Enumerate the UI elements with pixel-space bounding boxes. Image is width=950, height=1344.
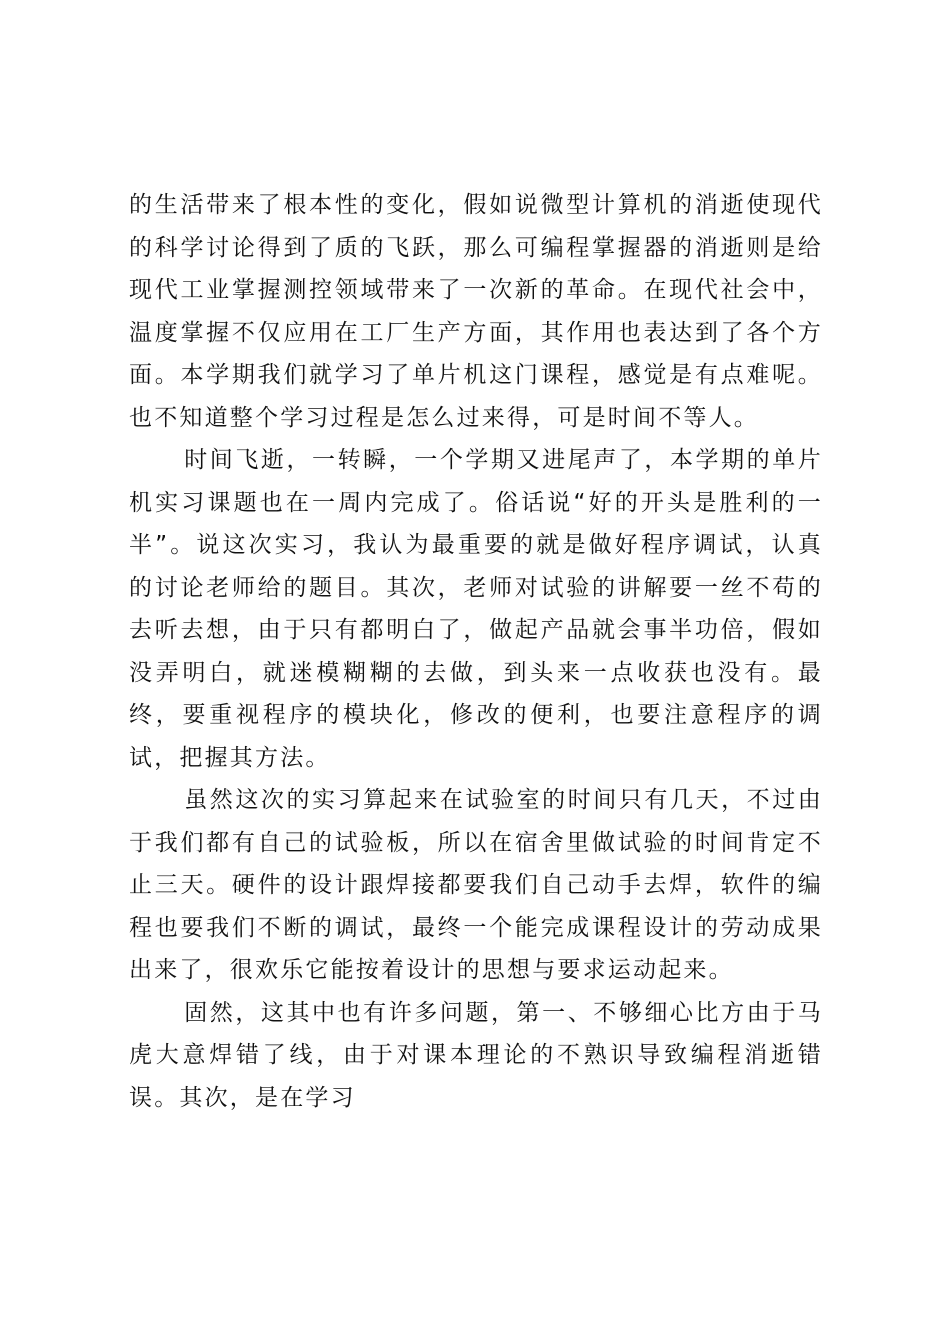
paragraph-2: 时间飞逝，一转瞬，一个学期又进尾声了，本学期的单片机实习课题也在一周内完成了。俗话说“好的开头是胜利的一半”。说这次实习，我认为最重要的就是做好程序调试，认真的讨论老师给的题目。其次，老师对试验的讲解要一丝不苟的去听去想，由于只有都明白了，做起产品就会事半功倍，假如没弄明白，就迷模糊糊的去做，到头来一点收获也没有。最终，要重视程序的模块化，修改的便利，也要注意程序的调试，把握其方法。 (129, 447, 823, 771)
paragraph-1: 的生活带来了根本性的变化，假如说微型计算机的消逝使现代的科学讨论得到了质的飞跃，那么可编程掌握器的消逝则是给现代工业掌握测控领域带来了一次新的革命。在现代社会中，温度掌握不仅应用在工厂生产方面，其作用也表达到了各个方面。本学期我们就学习了单片机这门课程，感觉是有点难呢。也不知道整个学习过程是怎么过来得，可是时间不等人。 (129, 192, 823, 431)
body-text (129, 184, 823, 1119)
paragraph-3: 虽然这次的实习算起来在试验室的时间只有几天，不过由于我们都有自己的试验板，所以在宿舍里做试验的时间肯定不止三天。硬件的设计跟焊接都要我们自己动手去焊，软件的编程也要我们不断的调试，最终一个能完成课程设计的劳动成果出来了，很欢乐它能按着设计的思想与要求运动起来。 (129, 787, 823, 983)
paragraph-4: 固然，这其中也有许多问题，第一、不够细心比方由于马虎大意焊错了线，由于对课本理论的不熟识导致编程消逝错误。其次，是在学习 (129, 999, 823, 1111)
